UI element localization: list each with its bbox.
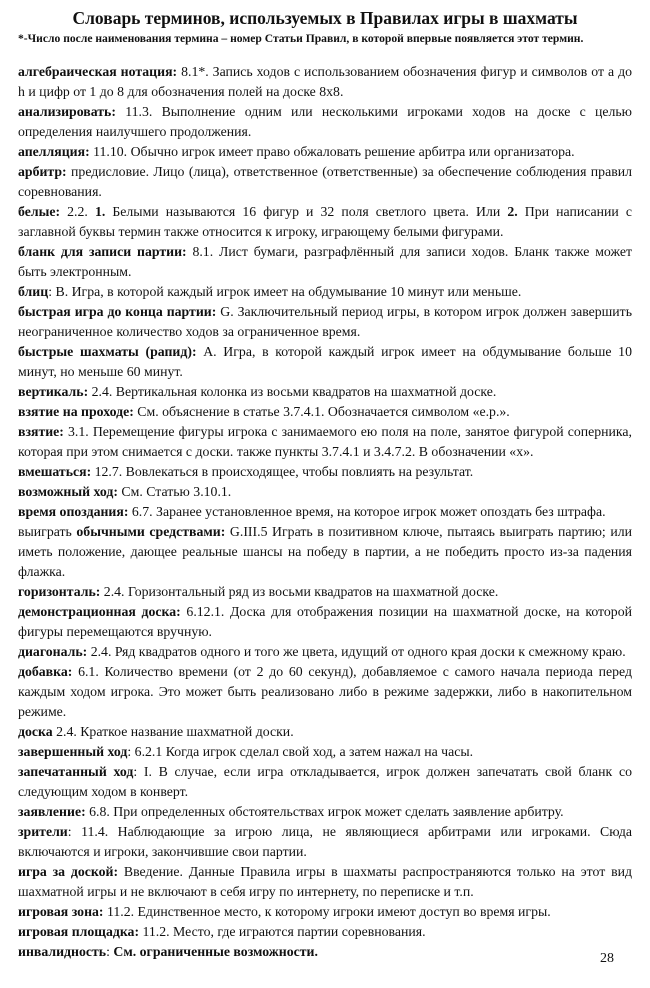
definition-text: См. Статью 3.10.1. xyxy=(117,484,232,499)
term-text: игра за доской: xyxy=(18,864,119,879)
glossary-entry xyxy=(18,62,632,102)
term-text: завершенный ход xyxy=(18,744,128,759)
term-text: 2. xyxy=(507,204,518,219)
term-text: время опоздания: xyxy=(18,504,129,519)
definition-text: 6.12.1. Доска для отображения позиции на шахматной доске, на которой фигуры перемещаются вручную. xyxy=(18,604,632,639)
term-text: блиц xyxy=(18,284,49,299)
glossary-entry xyxy=(18,662,632,722)
glossary-list xyxy=(18,62,632,962)
definition-text: : 6.2.1 Когда игрок сделал свой ход, а затем нажал на часы. xyxy=(127,744,474,759)
glossary-entry xyxy=(18,722,632,742)
page-title: Словарь терминов, используемых в Правилах игры в шахматы xyxy=(72,8,578,28)
definition-text: 8.1*. Запись ходов с использованием обозначения фигур и символов от a до h и цифр от 1 до 8 для обозначения полей на доске 8x8. xyxy=(18,64,633,99)
glossary-entry xyxy=(18,302,632,342)
definition-text: выиграть xyxy=(18,524,77,539)
term-text: белые: xyxy=(18,204,61,219)
glossary-entry xyxy=(18,462,632,482)
definition-text: 2.4. Вертикальная колонка из восьми квадратов на шахматной доске. xyxy=(88,384,497,399)
page-number: 28 xyxy=(600,951,614,966)
definition-text: А. Игра, в которой каждый игрок имеет на обдумывание больше 10 минут, но меньше 60 минут. xyxy=(18,344,632,379)
definition-text: 11.10. Обычно игрок имеет право обжаловать решение арбитра или организатора. xyxy=(89,144,575,159)
definition-text: 6.7. Заранее установленное время, на которое игрок может опоздать без штрафа. xyxy=(128,504,606,519)
glossary-entry xyxy=(18,242,632,282)
term-text: взятие: xyxy=(18,424,64,439)
glossary-entry xyxy=(18,142,632,162)
glossary-entry xyxy=(18,942,632,962)
definition-text: При написании с заглавной буквы термин также относится к игроку, играющему белыми фигурами. xyxy=(18,204,632,239)
term-text: 1. xyxy=(94,204,106,219)
glossary-entry xyxy=(18,922,632,942)
term-text: игровая площадка: xyxy=(18,924,140,939)
term-text: запечатанный ход xyxy=(18,764,134,779)
definition-text: : 11.4. Наблюдающие за игрою лица, не являющиеся арбитрами или игроками. Сюда включаются и игроки, закончившие свои партии. xyxy=(18,824,632,859)
definition-text: См. объяснение в статье 3.7.4.1. Обозначается символом «e.p.». xyxy=(133,404,510,419)
term-text: арбитр: xyxy=(18,164,67,179)
term-text: бланк для записи партии: xyxy=(18,244,187,259)
definition-text: 2.4. Ряд квадратов одного и того же цвета, идущий от одного края доски к смежному краю. xyxy=(87,644,626,659)
term-text: алгебраическая нотация: xyxy=(18,64,178,79)
term-text: анализировать: xyxy=(18,104,116,119)
term-text: возможный ход: xyxy=(18,484,118,499)
glossary-entry xyxy=(18,502,632,522)
term-text: игровая зона: xyxy=(18,904,104,919)
definition-text: 2.4. Краткое название шахматной доски. xyxy=(52,724,294,739)
glossary-entry xyxy=(18,642,632,662)
term-text: добавка: xyxy=(18,664,73,679)
term-text: апелляция: xyxy=(18,144,90,159)
term-text: обычными средствами: xyxy=(76,524,226,539)
glossary-entry xyxy=(18,102,632,142)
term-text: демонстрационная доска: xyxy=(18,604,181,619)
definition-text: 8.1. Лист бумаги, разграфлённый для записи ходов. Бланк также может быть электронным. xyxy=(18,244,632,279)
glossary-entry xyxy=(18,862,632,902)
glossary-entry xyxy=(18,402,632,422)
definition-text: 12.7. Вовлекаться в происходящее, чтобы повлиять на результат. xyxy=(91,464,474,479)
definition-text: : I. В случае, если игра откладывается, игрок должен запечатать свой бланк со следующим ходом в конверт. xyxy=(18,764,632,799)
glossary-entry xyxy=(18,482,632,502)
definition-text: 11.3. Выполнение одним или несколькими игроками ходов на доске с целью определения наилучшего продолжения. xyxy=(18,104,632,139)
definition-text: предисловие. Лицо (лица), ответственное (ответственные) за обеспечение соблюдения правил соревнования. xyxy=(18,164,632,199)
term-text: вмешаться: xyxy=(18,464,92,479)
definition-text: 2.4. Горизонтальный ряд из восьми квадратов на шахматной доске. xyxy=(100,584,499,599)
definition-text: Введение. Данные Правила игры в шахматы распространяются только на этот вид шахматной игры и не включают в себя игру по интернету, по переписке и т.п. xyxy=(18,864,632,899)
glossary-entry xyxy=(18,202,632,242)
definition-text: 3.1. Перемещение фигуры игрока с занимаемого ею поля на поле, занятое фигурой соперника, которая при этом снимается с доски. также пункты 3.7.4.1 и 3.4.7.2. В обозначении «x». xyxy=(18,424,632,459)
definition-text: : В. Игра, в которой каждый игрок имеет на обдумывание 10 минут или меньше. xyxy=(48,284,522,299)
definition-text: 2.2. xyxy=(60,204,95,219)
definition-text: 6.1. Количество времени (от 2 до 60 секунд), добавляемое с самого начала периода перед каждым ходом игрока. Это может быть реализовано либо в режиме задержки, либо в накопительном режиме. xyxy=(18,664,632,719)
term-text: быстрые шахматы (рапид): xyxy=(18,344,197,359)
term-text: вертикаль: xyxy=(18,384,89,399)
term-text: зрители xyxy=(18,824,68,839)
definition-text: G.III.5 Играть в позитивном ключе, пытаясь выиграть партию; или иметь положение, дающее реальные шансы на победу в партии, а не победить просто из-за падения флажка. xyxy=(18,524,632,579)
glossary-entry xyxy=(18,742,632,762)
term-text: заявление: xyxy=(18,804,86,819)
term-text: горизонталь: xyxy=(18,584,101,599)
term-text: инвалидность xyxy=(18,944,107,959)
glossary-entry xyxy=(18,282,632,302)
term-text: доска xyxy=(18,724,53,739)
definition-text: 6.8. При определенных обстоятельствах игрок может сделать заявление арбитру. xyxy=(85,804,564,819)
glossary-entry xyxy=(18,162,632,202)
term-text: См. ограниченные возможности. xyxy=(113,944,318,959)
footnote-subtitle: *-Число после наименования термина – номер Статьи Правил, в которой впервые появляется этот термин. xyxy=(18,32,584,45)
term-text: взятие на проходе: xyxy=(18,404,134,419)
glossary-entry xyxy=(18,582,632,602)
definition-text: G. Заключительный период игры, в котором игрок должен завершить неограниченное количество ходов за ограниченное время. xyxy=(18,304,632,339)
glossary-entry xyxy=(18,522,632,582)
definition-text: : xyxy=(106,944,114,959)
glossary-entry xyxy=(18,602,632,642)
definition-text: 11.2. Место, где играются партии соревнования. xyxy=(139,924,426,939)
glossary-entry xyxy=(18,822,632,862)
definition-text: Белыми называются 16 фигур и 32 поля светлого цвета. Или xyxy=(105,204,508,219)
glossary-entry xyxy=(18,422,632,462)
glossary-entry xyxy=(18,342,632,382)
term-text: быстрая игра до конца партии: xyxy=(18,304,217,319)
glossary-entry xyxy=(18,802,632,822)
glossary-entry xyxy=(18,382,632,402)
glossary-entry xyxy=(18,902,632,922)
definition-text: 11.2. Единственное место, к которому игроки имеют доступ во время игры. xyxy=(103,904,551,919)
glossary-entry xyxy=(18,762,632,802)
term-text: диагональ: xyxy=(18,644,88,659)
